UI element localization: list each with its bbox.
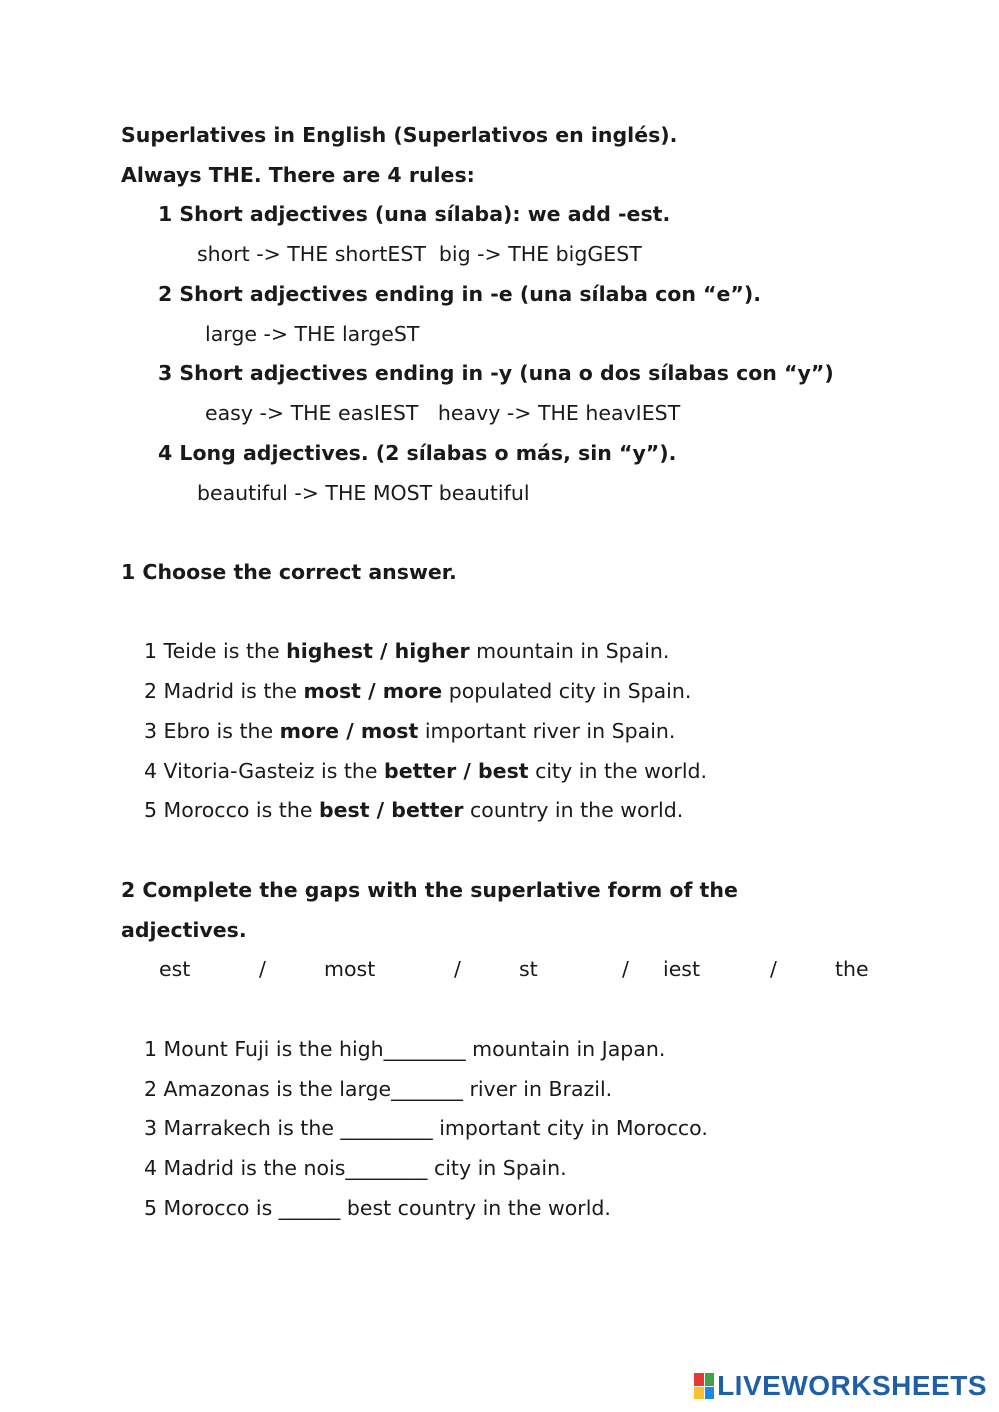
answer-choice[interactable]: highest / higher [286,639,470,663]
page-title: Superlatives in English (Superlativos en inglés). [121,123,678,147]
rule-example: short -> THE shortEST big -> THE bigGEST [197,242,642,266]
gap-fill-item[interactable]: 4 Madrid is the nois________ city in Spain. [144,1156,567,1180]
exercise-1-item: 3 Ebro is the more / most important river in Spain. [144,719,676,743]
word-bank-item: most [324,957,376,981]
answer-choice[interactable]: more / most [279,719,419,743]
word-bank-separator: / [454,957,461,981]
gap-fill-item[interactable]: 2 Amazonas is the large_______ river in Brazil. [144,1077,613,1101]
logo-badge-icon [694,1373,714,1399]
word-bank-item: est [159,957,191,981]
gap-fill-item[interactable]: 1 Mount Fuji is the high________ mountain in Japan. [144,1037,666,1061]
exercise-1-item: 1 Teide is the highest / higher mountain in Spain. [144,639,670,663]
rule-heading: 4 Long adjectives. (2 sílabas o más, sin “y”). [158,441,677,465]
word-bank-separator: / [622,957,629,981]
rule-example: beautiful -> THE MOST beautiful [197,481,530,505]
rule-heading: 2 Short adjectives ending in -e (una sílaba con “e”). [158,282,762,306]
exercise-1-item: 4 Vitoria-Gasteiz is the better / best city in the world. [144,759,708,783]
page-subtitle: Always THE. There are 4 rules: [121,163,475,187]
word-bank-item: iest [663,957,701,981]
word-bank-item: st [519,957,538,981]
exercise-2-title-cont: adjectives. [121,918,247,942]
word-bank-separator: / [770,957,777,981]
rule-example: large -> THE largeST [205,322,420,346]
gap-fill-item[interactable]: 3 Marrakech is the _________ important city in Morocco. [144,1116,708,1140]
answer-choice[interactable]: better / best [384,759,529,783]
word-bank-item: the [835,957,869,981]
liveworksheets-logo [694,1370,987,1402]
answer-choice[interactable]: best / better [318,798,464,822]
answer-choice[interactable]: most / more [303,679,443,703]
rule-example: easy -> THE easIEST heavy -> THE heavIEST [205,401,681,425]
exercise-1-item: 5 Morocco is the best / better country in the world. [144,798,684,822]
exercise-1-item: 2 Madrid is the most / more populated city in Spain. [144,679,692,703]
exercise-2-title: 2 Complete the gaps with the superlative form of the [121,878,738,902]
word-bank-separator: / [259,957,266,981]
logo-text: LIVEWORKSHEETS [717,1370,987,1401]
exercise-1-title: 1 Choose the correct answer. [121,560,457,584]
rule-heading: 3 Short adjectives ending in -y (una o dos sílabas con “y”) [158,361,834,385]
word-bank [0,955,999,983]
rule-heading: 1 Short adjectives (una sílaba): we add -est. [158,202,671,226]
gap-fill-item[interactable]: 5 Morocco is ______ best country in the world. [144,1196,611,1220]
